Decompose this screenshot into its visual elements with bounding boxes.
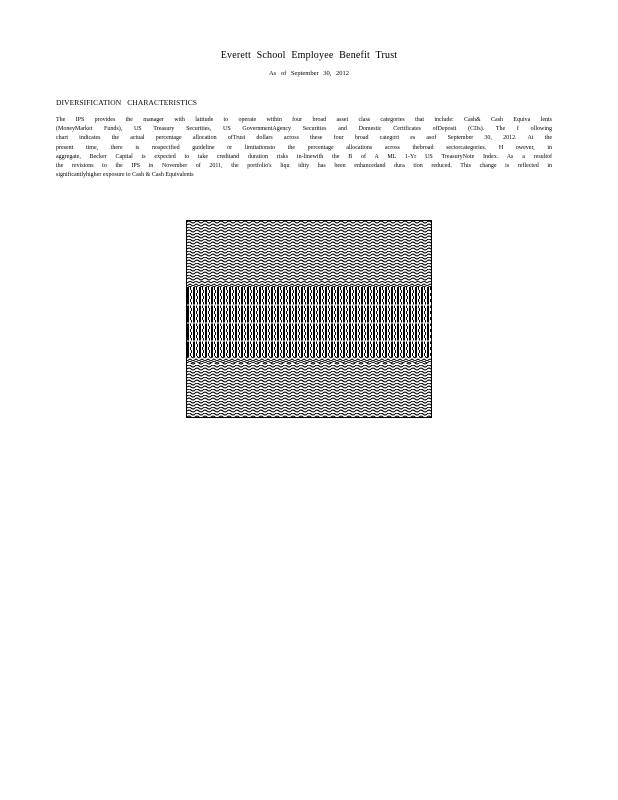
body-line: (MoneyMarket Funds), US Treasury Securities, US GovernmentAgency Securities and Domestic Certificates ofDeposit (CDs). The f ollowing — [56, 126, 552, 133]
check-band-lower — [187, 357, 432, 363]
body-paragraph — [56, 116, 552, 180]
document-date: As of September 30, 2012 — [268, 70, 350, 77]
section-heading: DIVERSIFICATION CHARACTERISTICS — [56, 98, 198, 107]
allocation-chart-image — [186, 220, 432, 418]
body-line: The IPS provides the manager with latitude to operate within four broad asset class categories that include: Cash& Cash Equiva lents — [56, 117, 552, 123]
check-band-upper — [187, 281, 432, 287]
body-line: chart indicates the actual percentage allocation ofTrust dollars across these four broad categori es asof September 30, 2012. At the — [56, 135, 552, 142]
vertical-bar-band — [187, 287, 432, 357]
body-line: significantlyhigher exposure to Cash & Cash Equivalents — [56, 172, 194, 179]
wave-band-bottom — [187, 363, 432, 418]
body-line: the revisions to the IPS in November of 2011, the portfolio's liqu idity has been enhancedand dura tion reduced. This change is reflected in — [56, 162, 552, 169]
hatched-figure-graphic — [187, 221, 432, 418]
wave-band-top — [187, 221, 432, 281]
body-line: aggregate, Becker Capital is expected to take creditand duration risks in-linewith the B of A ML 1-Yr US TreasuryNote Index. As a resultof — [56, 153, 552, 160]
body-line: present time, there is nospecified guideline or limitationsto the percentage allocations across thebroad sectorcategories. H owever, in — [56, 144, 552, 151]
document-title: Everett School Employee Benefit Trust — [220, 50, 398, 61]
